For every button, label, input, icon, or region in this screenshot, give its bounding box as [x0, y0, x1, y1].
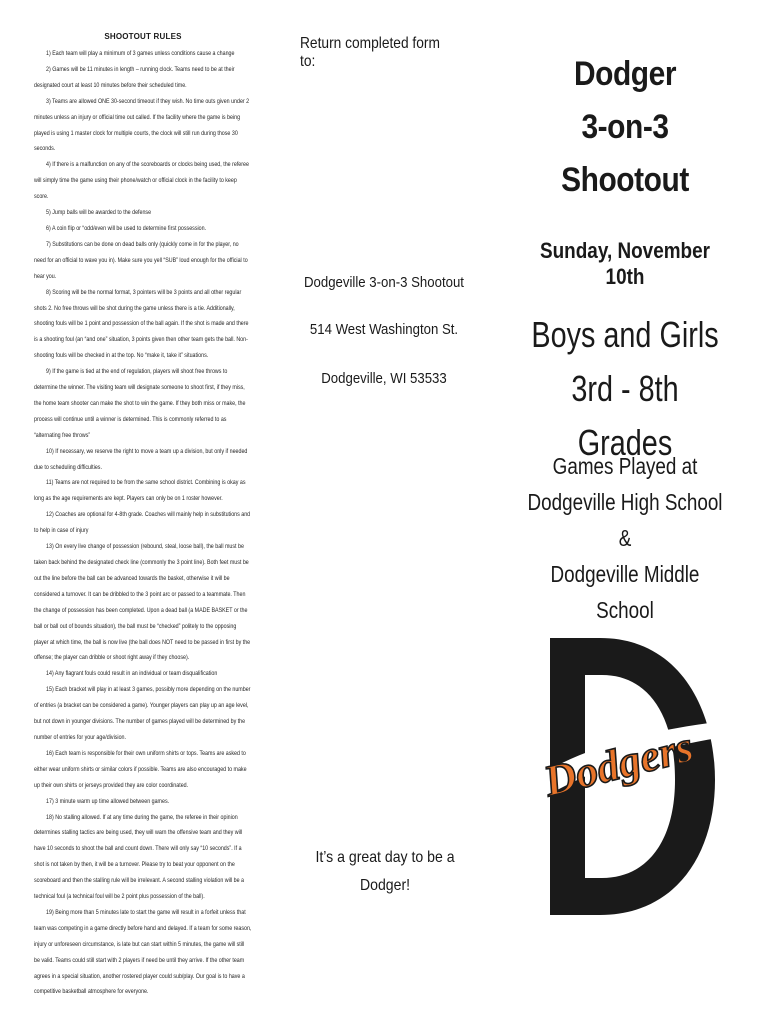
event-title — [519, 48, 730, 207]
rule-item: 11) Teams are not required to be from the same school district. Combining is okay as long as the age requirements are kept. Players can only be on 1 roster however. — [34, 479, 246, 503]
audience-line: Boys and Girls — [531, 314, 719, 355]
rule-item: 17) 3 minute warm up time allowed between games. — [46, 797, 170, 805]
rules-list — [34, 46, 252, 1000]
tagline-line: It’s a great day to be a — [315, 849, 455, 866]
rule-item: 5) Jump balls will be awarded to the defense — [46, 209, 152, 217]
rule-item: 18) No stalling allowed. If at any time during the game, the referee in their opinion determines stalling tactics are being used, they will warn the offensive team and they will have 10 seconds to shoot the ball and count down. There will only say “10 seconds”. If a shot is not taken by then, it will be a turnover. Please try to beat your opponent on the scoreboard and then the stalling rule will be irrelevant. A second stalling violation will be a technical foul (a technical foul will be 2 point plus possession of the ball). — [34, 813, 245, 901]
return-form-label: Return completed form to: — [300, 35, 440, 70]
rule-item: 2) Games will be 11 minutes in length – running clock. Teams need to be at their designated court at least 10 minutes before their scheduled time. — [34, 65, 235, 89]
tagline-line: Dodger! — [359, 877, 411, 894]
rule-item: 7) Substitutions can be done on dead balls only (quickly come in for the player, no need for an official to wave you in). Make sure you yell “SUB” loud enough for the official to hear you. — [34, 240, 248, 280]
event-audience — [529, 308, 721, 470]
event-title-line: Dodger — [573, 55, 677, 93]
return-address-city: Dodgeville, WI 53533 — [321, 370, 447, 387]
rule-item: 14) Any flagrant fouls could result in an individual or team disqualification — [46, 670, 218, 678]
rule-item: 3) Teams are allowed ONE 30-second timeout if they wish. No time outs given under 2 minutes unless an injury or official time out called. If the facility where the game is being played is using 1 master clock for multiple courts, the clock will still run during those 30 seconds. — [34, 97, 250, 153]
rule-item: 4) If there is a malfunction on any of the scoreboards or clocks being used, the referee will simply time the game using their phone/watch or official clock in the facility to keep score. — [34, 161, 249, 201]
rule-item: 13) On every live change of possession (rebound, steal, loose ball), the ball must be taken back behind the designated check line (commonly the 3 point line). Both feet must be out the line before the ball can be advanced towards the basket, otherwise it will be considered a turnover. It can be dribbled to the 3 point arc or passed to a teammate. Then the change of possession has been completed. Upon a dead ball (a MADE BASKET or the ball or ball out of bounds situation), the ball must be “checked” politely to the opposing player at which time, the ball is now live (the ball does NOT need to be passed in first by the offense; the player can dribble or shoot right away if they choose). — [34, 543, 251, 662]
return-address-street: 514 West Washington St. — [309, 321, 459, 338]
rules-title: SHOOTOUT RULES — [104, 32, 182, 41]
event-title-line: Shootout — [561, 161, 689, 199]
rule-item: 16) Each team is responsible for their own uniform shirts or tops. Teams are asked to either wear uniform shirts or similar colors if possible. Teams are also encouraged to make up their own shirts or jerseys provided they are color coordinated. — [34, 749, 247, 789]
rule-item: 6) A coin flip or “odd/even will be used to determine first possession. — [46, 224, 207, 232]
tagline — [301, 844, 468, 900]
rule-item: 15) Each bracket will play in at least 3 games, possibly more depending on the number of entries (a bracket can be considered a game). Younger players can play up an age level, but not down in younger divisions. The number of games played will be determined by the number of entries for your age/division. — [34, 686, 251, 741]
rule-item: 19) Being more than 5 minutes late to start the game will result in a forfeit unless that team was competing in a game directly before hand and delayed. If a team for some reason, injury or unforeseen circumstance, is late but can start within 5 minutes, the game will still be valid. Teams could still start with 2 players if need be until they arrive. If the other team agrees in a special situation, another rostered player could sub/play. Our goal is to have a competitive basketball atmosphere for everyone. — [34, 908, 252, 996]
event-date: Sunday, November 10th — [540, 238, 710, 289]
rule-item: 8) Scoring will be the normal format, 3 pointers will be 3 points and all other regular shots 2. No free throws will be shot during the game unless there is a tie. Additionally, shooting fouls will be 1 point and possession of the ball again. If the shot is made and there is a shooting foul (an “and one” situation, 3 points given then other team gets the ball. Non-shooting fouls will be checked in at the top. No “make it, take it” situations. — [34, 288, 249, 360]
audience-line: 3rd - 8th Grades — [571, 368, 679, 463]
logo-wordmark: Dodgers — [539, 721, 698, 807]
venue-line: Games Played at — [552, 453, 698, 479]
rule-item: 9) If the game is tied at the end of regulation, players will shoot free throws to determine the winner. The visiting team will designate someone to shoot first, if they miss, the home team shooter can make the shot to win the game. If they both miss or make, the process will continue until a winner is determined. This is commonly referred to as “alternating free throws” — [34, 368, 246, 439]
event-venue — [523, 448, 728, 628]
rule-item: 10) If necessary, we reserve the right to move a team up a division, but only if needed due to scheduling difficulties. — [34, 447, 248, 471]
rule-item: 1) Each team will play a minimum of 3 games unless conditions cause a change — [46, 50, 235, 57]
rule-item: 12) Coaches are optional for 4-8th grade. Coaches will mainly help in substitutions and to help in case of injury — [34, 511, 251, 535]
event-title-line: 3-on-3 — [581, 108, 669, 146]
dodgers-logo — [530, 630, 720, 920]
venue-line: Dodgeville High School & — [527, 489, 723, 551]
rules-section — [34, 32, 252, 1000]
return-address-name: Dodgeville 3-on-3 Shootout — [304, 274, 464, 291]
venue-line: Dodgeville Middle School — [550, 561, 700, 623]
